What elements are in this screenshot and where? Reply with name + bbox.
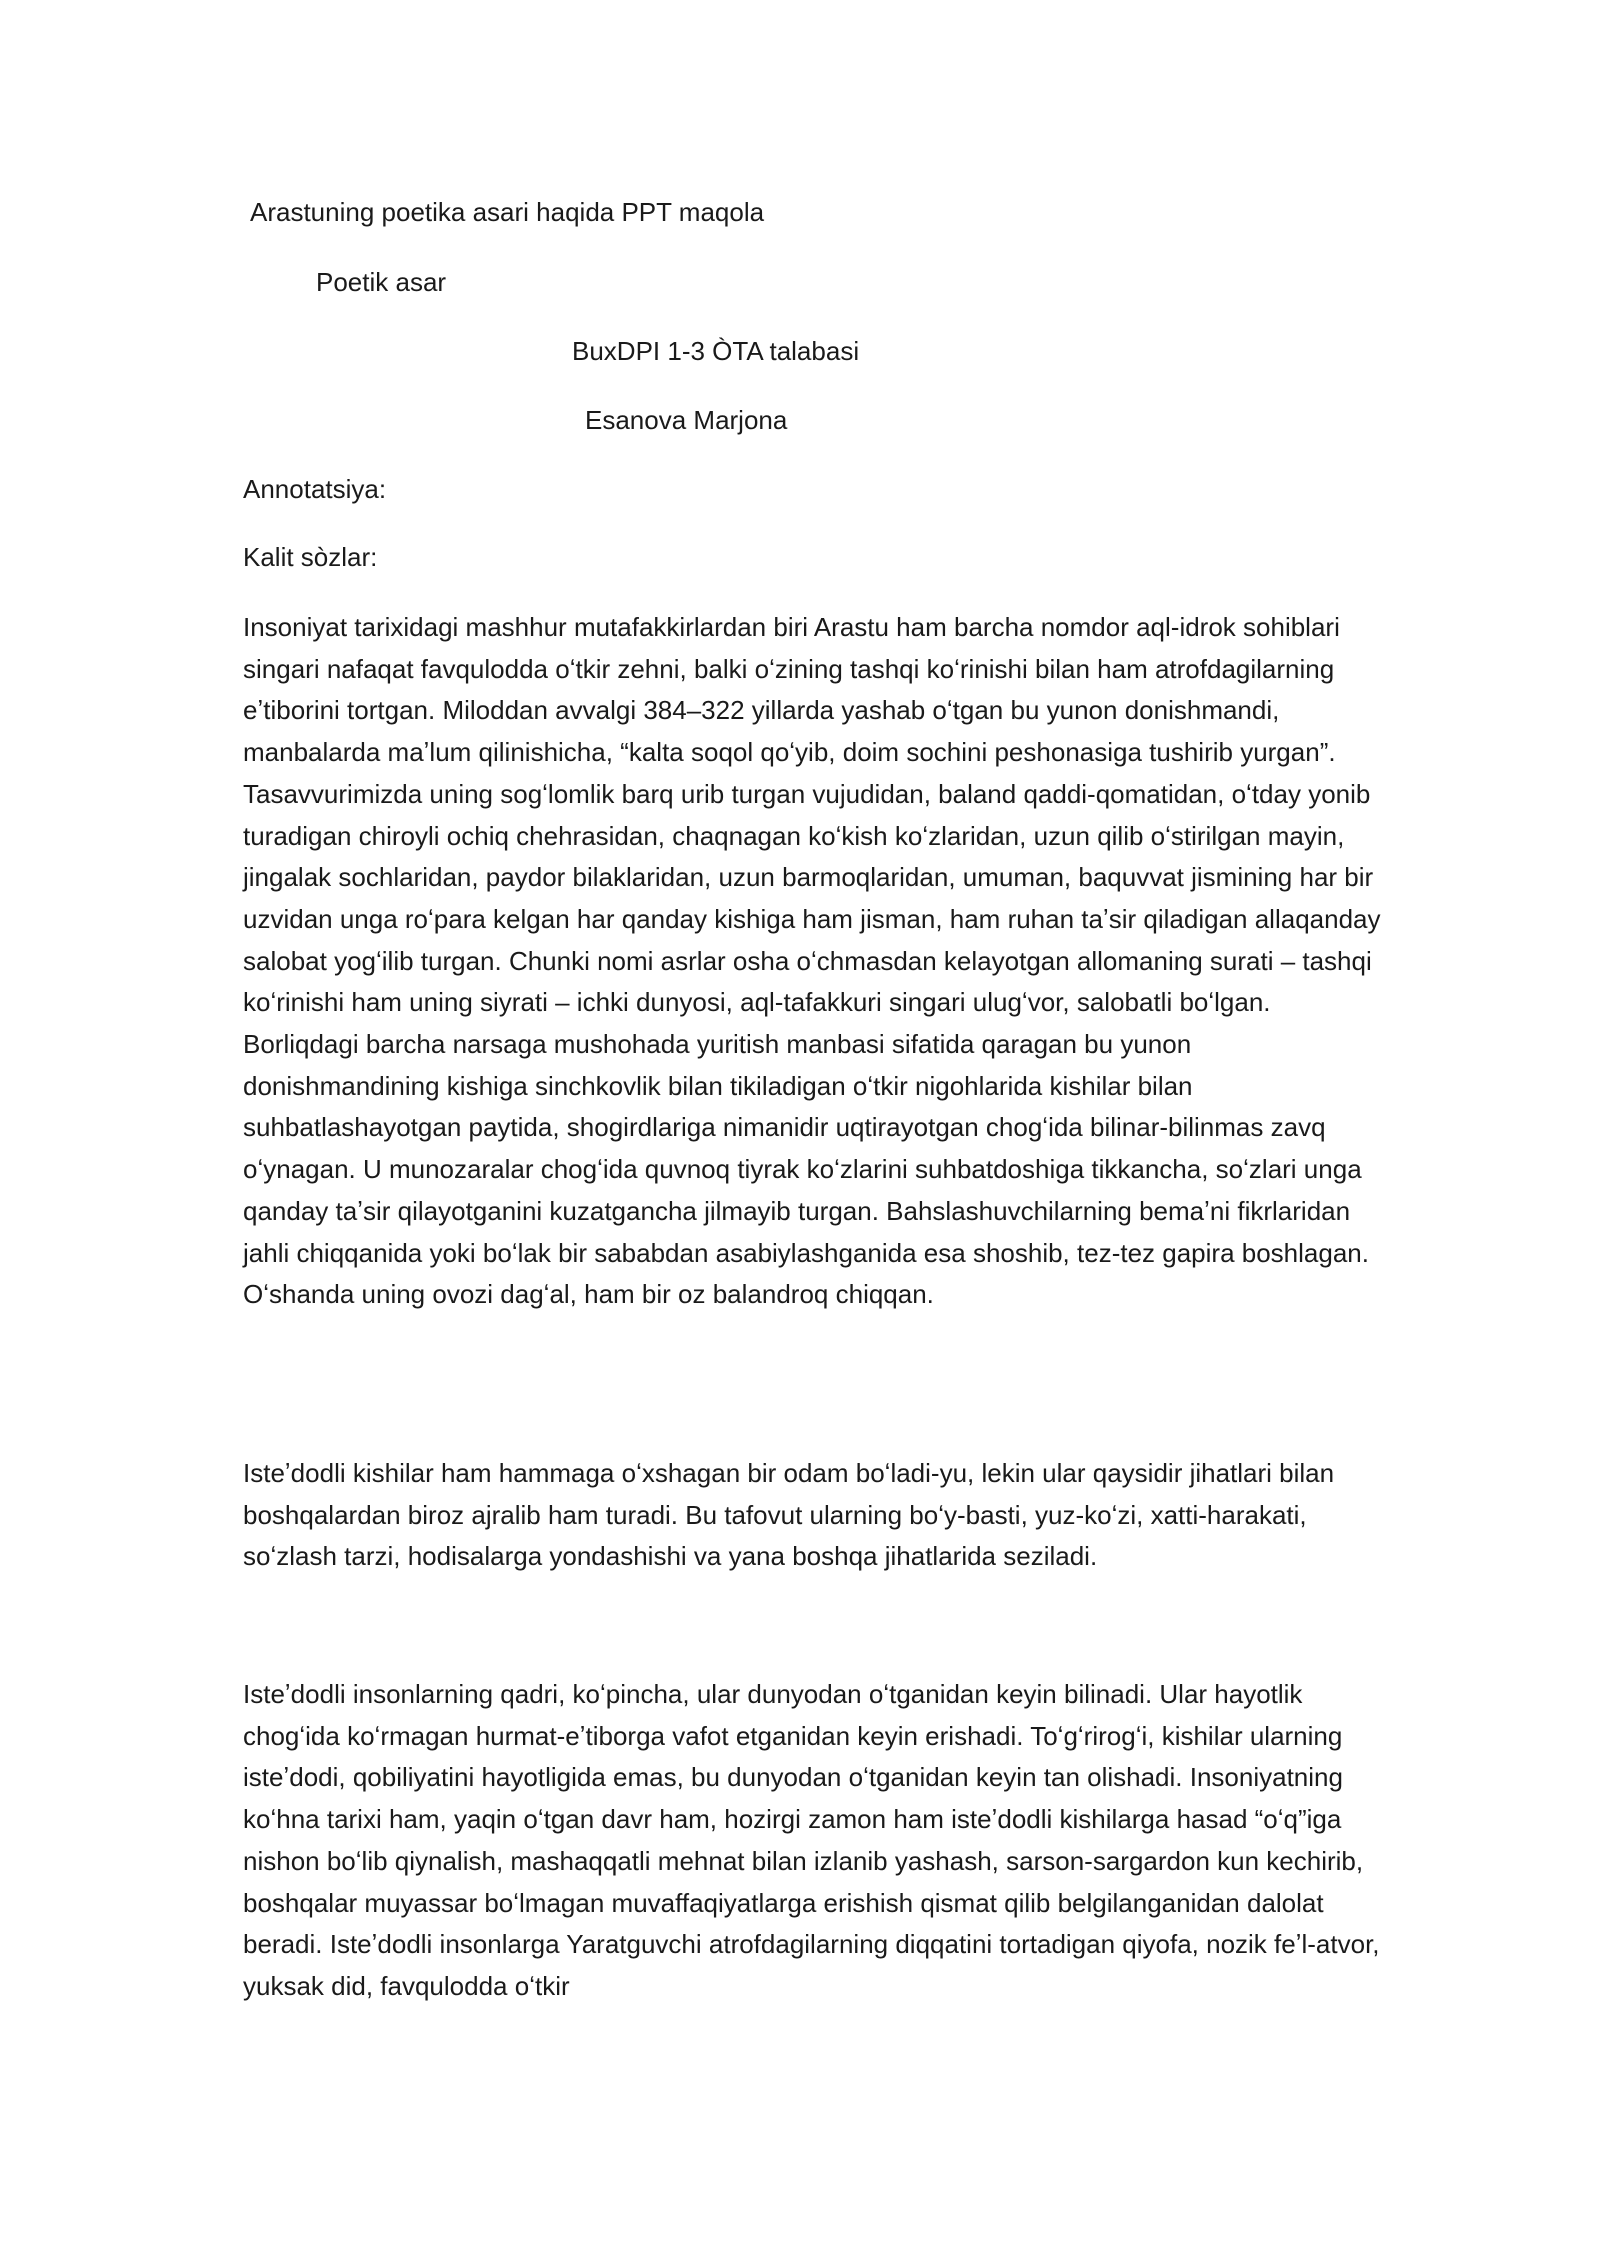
author-name: Esanova Marjona (585, 405, 788, 435)
body-paragraph-2: Isteʼdodli kishilar ham hammaga oʻxshagan bir odam boʻladi-yu, lekin ular qaysidir jihatlari bilan boshqalardan biroz ajralib ham turadi. Bu tafovut ularning boʻy-basti, yuz-koʻzi, xatti-harakati, soʻzlash tarzi, hodisalarga yondashishi va yana boshqa jihatlarida seziladi. (243, 1458, 1335, 1572)
keywords-label: Kalit sòzlar: (243, 542, 378, 572)
body-paragraph-1: Insoniyat tarixidagi mashhur mutafakkirlardan biri Arastu ham barcha nomdor aql-idrok sohiblari singari nafaqat favqulodda oʻtkir zehni, balki oʻzining tashqi koʻrinishi bilan ham atrofdagilarning eʼtiborini tortgan. Miloddan avvalgi 384–322 yillarda yashab oʻtgan bu yunon donishmandi, manbalarda maʼlum qilinishicha, “kalta soqol qoʻyib, doim sochini peshonasiga tushirib yurgan”. Tasavvurimizda uning sogʻlomlik barq urib turgan vujudidan, baland qaddi-qomatidan, oʻtday yonib turadigan chiroyli ochiq chehrasidan, chaqnagan koʻkish koʻzlaridan, uzun qilib oʻstirilgan mayin, jingalak sochlaridan, paydor bilaklaridan, uzun barmoqlaridan, umuman, baquvvat jismining har bir uzvidan unga roʻpara kelgan har qanday kishiga ham jisman, ham ruhan taʼsir qiladigan allaqanday salobat yogʻilib turgan. Chunki nomi asrlar osha oʻchmasdan kelayotgan allomaning surati – tashqi koʻrinishi ham uning siyrati – ichki dunyosi, aql-tafakkuri singari ulugʻvor, salobatli boʻlgan. Borliqdagi barcha narsaga mushohada yuritish manbasi sifatida qaragan bu yunon donishmandining kishiga sinchkovlik bilan tikiladigan oʻtkir nigohlarida kishilar bilan suhbatlashayotgan paytida, shogirdlariga nimanidir uqtirayotgan chogʻida bilinar-bilinmas zavq oʻynagan. U munozaralar chogʻida quvnoq tiyrak koʻzlarini suhbatdoshiga tikkancha, soʻzlari unga qanday taʼsir qilayotganini kuzatgancha jilmayib turgan. Bahslashuvchilarning bemaʼni fikrlaridan jahli chiqqanida yoki boʻlak bir sababdan asabiylashganida esa shoshib, tez-tez gapira boshlagan. Oʻshanda uning ovozi dagʻal, ham bir oz balandroq chiqqan. (243, 612, 1381, 1310)
document-subtitle: Poetik asar (316, 267, 447, 297)
document-title: Arastuning poetika asari haqida PPT maqola (250, 197, 765, 227)
annotation-label: Annotatsiya: (243, 474, 387, 504)
author-info: BuxDPI 1-3 ÒTA talabasi (572, 336, 860, 366)
body-paragraph-3: Isteʼdodli insonlarning qadri, koʻpincha, ular dunyodan oʻtganidan keyin bilinadi. Ular hayotlik chogʻida koʻrmagan hurmat-eʼtiborga vafot etganidan keyin erishadi. Toʻgʻrirogʻi, kishilar ularning isteʼdodi, qobiliyatini hayotligida emas, bu dunyodan oʻtganidan keyin tan olishadi. Insoniyatning koʻhna tarixi ham, yaqin oʻtgan davr ham, hozirgi zamon ham isteʼdodli kishilarga hasad “oʻq”iga nishon boʻlib qiynalish, mashaqqatli mehnat bilan izlanib yashash, sarson-sargardon kun kechirib, boshqalar muyassar boʻlmagan muvaffaqiyatlarga erishish qismat qilib belgilanganidan dalolat beradi. Isteʼdodli insonlarga Yaratguvchi atrofdagilarning diqqatini tortadigan qiyofa, nozik feʼl-atvor, yuksak did, favqulodda oʻtkir (243, 1679, 1380, 2001)
